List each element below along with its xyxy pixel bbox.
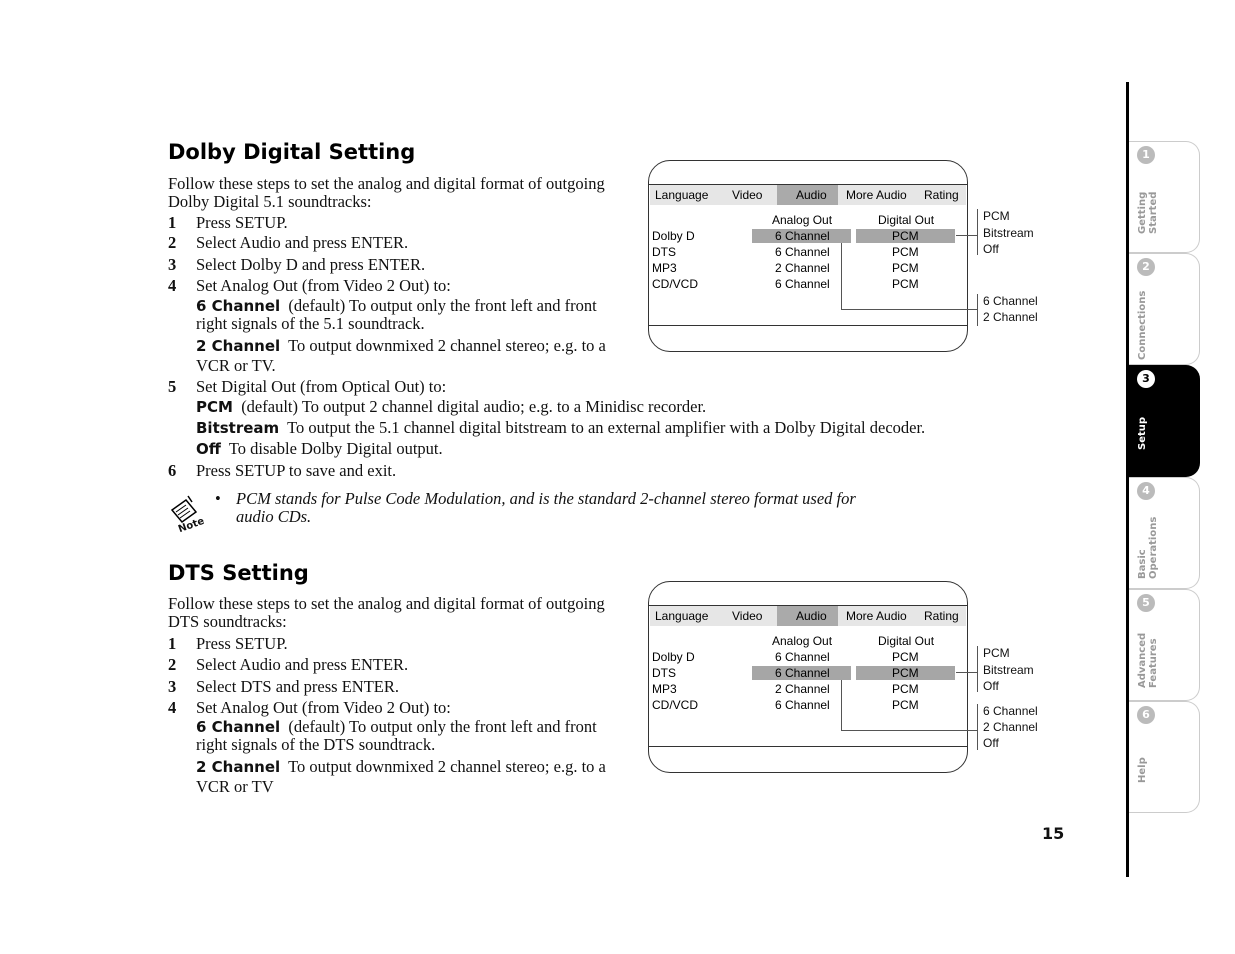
osd-row-analog: 6 Channel bbox=[775, 666, 830, 680]
option-term: Off bbox=[196, 440, 221, 458]
dts-step-text: Set Analog Out (from Video 2 Out) to: bbox=[196, 698, 451, 717]
connector-line bbox=[977, 704, 978, 750]
dolby-step-text: Press SETUP to save and exit. bbox=[196, 461, 397, 480]
col-digital-out: Digital Out bbox=[878, 634, 935, 648]
chapter-3-icon: 3 bbox=[1137, 370, 1155, 388]
dolby-step-number: 2 bbox=[168, 233, 177, 252]
dolby-6ch-option bbox=[196, 297, 636, 333]
dts-step-number: 1 bbox=[168, 634, 177, 653]
dts-heading: DTS Setting bbox=[168, 561, 309, 585]
osd-row-analog: 6 Channel bbox=[775, 698, 830, 712]
sidebar-tab-label bbox=[1137, 346, 1148, 360]
connector-line bbox=[841, 309, 977, 310]
dts-2ch-option bbox=[196, 757, 636, 797]
analog-option: 2 Channel bbox=[983, 310, 1038, 324]
dts-intro bbox=[168, 595, 638, 631]
osd-row-digital: PCM bbox=[892, 261, 919, 275]
option-desc: VCR or TV bbox=[196, 777, 274, 796]
dolby-step-number: 1 bbox=[168, 213, 177, 232]
option-desc: right signals of the DTS soundtrack. bbox=[196, 735, 436, 754]
sidebar-label-line bbox=[1137, 220, 1148, 234]
option-desc: To output downmixed 2 channel stereo; e.g. to a bbox=[288, 336, 606, 355]
dolby-step-text: Select Dolby D and press ENTER. bbox=[196, 255, 426, 274]
dts-6ch-option bbox=[196, 718, 636, 754]
osd-tab[interactable]: More Audio bbox=[846, 609, 907, 623]
option-desc: (default) To output only the front left and front bbox=[288, 717, 597, 736]
sidebar-tab-label: Help bbox=[1137, 757, 1148, 783]
option-term: 2 Channel bbox=[196, 758, 281, 776]
osd-menu-dolby bbox=[648, 160, 968, 352]
digital-option: PCM bbox=[983, 209, 1010, 223]
dts-step-number: 2 bbox=[168, 655, 177, 674]
dolby-step-number: 3 bbox=[168, 255, 177, 274]
osd-tab[interactable]: Video bbox=[732, 188, 763, 202]
sidebar-tab-label bbox=[1137, 220, 1159, 234]
connector-line bbox=[956, 672, 977, 673]
dts-step-text: Select DTS and press ENTER. bbox=[196, 677, 400, 696]
osd-tab[interactable]: Rating bbox=[924, 188, 959, 202]
osd-row-analog: 6 Channel bbox=[775, 229, 830, 243]
option-term: 6 Channel bbox=[196, 718, 281, 736]
dolby-off-option bbox=[196, 440, 443, 458]
sidebar-label-line bbox=[1148, 220, 1159, 234]
dolby-intro-line1: Follow these steps to set the analog and digital format of outgoing bbox=[168, 174, 605, 193]
osd-row-digital: PCM bbox=[892, 682, 919, 696]
osd-row-label[interactable]: Dolby D bbox=[652, 650, 695, 664]
connector-line bbox=[841, 730, 977, 731]
option-desc: To output the 5.1 channel digital bitstream to an external amplifier with a Dolby Digital decoder. bbox=[287, 418, 926, 437]
dts-step-text: Select Audio and press ENTER. bbox=[196, 655, 409, 674]
sidebar-tab-label bbox=[1137, 674, 1159, 688]
osd-row-label[interactable]: DTS bbox=[652, 666, 676, 680]
osd-row-digital: PCM bbox=[892, 650, 919, 664]
osd-row-analog: 2 Channel bbox=[775, 682, 830, 696]
dolby-step-text: Set Digital Out (from Optical Out) to: bbox=[196, 377, 447, 396]
digital-option: PCM bbox=[983, 646, 1010, 660]
dolby-step-number: 4 bbox=[168, 276, 177, 295]
sidebar-tab-label bbox=[1137, 436, 1148, 450]
dts-intro-line1: Follow these steps to set the analog and digital format of outgoing bbox=[168, 594, 605, 613]
dolby-step-text: Set Analog Out (from Video 2 Out) to: bbox=[196, 276, 451, 295]
dolby-step-text: Press SETUP. bbox=[196, 213, 288, 232]
osd-tab[interactable]: Rating bbox=[924, 609, 959, 623]
osd-tab-active[interactable]: Audio bbox=[796, 188, 827, 202]
page-number: 15 bbox=[1042, 824, 1065, 843]
osd-row-analog: 6 Channel bbox=[775, 650, 830, 664]
osd-tab[interactable]: More Audio bbox=[846, 188, 907, 202]
osd-tabbar bbox=[650, 185, 966, 205]
connector-line bbox=[977, 209, 978, 255]
option-desc: (default) To output 2 channel digital audio; e.g. to a Minidisc recorder. bbox=[241, 397, 707, 416]
sidebar-label-line bbox=[1137, 674, 1148, 688]
osd-row-analog: 6 Channel bbox=[775, 245, 830, 259]
dts-step-text: Press SETUP. bbox=[196, 634, 288, 653]
osd-row-digital: PCM bbox=[892, 666, 919, 680]
option-term: PCM bbox=[196, 398, 233, 416]
osd-row-label[interactable]: DTS bbox=[652, 245, 676, 259]
col-analog-out: Analog Out bbox=[772, 213, 833, 227]
dolby-intro bbox=[168, 175, 638, 211]
osd-tab-active[interactable]: Audio bbox=[796, 609, 827, 623]
sidebar-tab-label bbox=[1137, 549, 1159, 579]
osd-row-label[interactable]: MP3 bbox=[652, 682, 677, 696]
dolby-2ch-option bbox=[196, 336, 636, 376]
connector-line bbox=[841, 243, 842, 309]
analog-option: 2 Channel bbox=[983, 720, 1038, 734]
chapter-1-icon: 1 bbox=[1137, 146, 1155, 164]
note-line: PCM stands for Pulse Code Modulation, and is the standard 2-channel stereo format used for bbox=[236, 489, 856, 508]
option-term: Bitstream bbox=[196, 419, 280, 437]
analog-option: 6 Channel bbox=[983, 704, 1038, 718]
osd-row-analog: 2 Channel bbox=[775, 261, 830, 275]
analog-option: Off bbox=[983, 736, 999, 750]
option-desc: VCR or TV. bbox=[196, 356, 276, 375]
dts-step-number: 4 bbox=[168, 698, 177, 717]
osd-row-digital: PCM bbox=[892, 245, 919, 259]
connector-line bbox=[841, 680, 842, 730]
sidebar-label-line bbox=[1148, 565, 1159, 579]
dolby-heading: Dolby Digital Setting bbox=[168, 140, 416, 164]
dolby-step-number: 5 bbox=[168, 377, 177, 396]
osd-tab[interactable]: Language bbox=[655, 188, 709, 202]
dolby-pcm-option bbox=[196, 398, 706, 416]
col-digital-out: Digital Out bbox=[878, 213, 935, 227]
sidebar-label-line: Basic bbox=[1137, 549, 1148, 579]
chapter-4-icon: 4 bbox=[1137, 482, 1155, 500]
osd-row-digital: PCM bbox=[892, 698, 919, 712]
osd-row-label[interactable]: CD/VCD bbox=[652, 698, 699, 712]
osd-row-analog: 6 Channel bbox=[775, 277, 830, 291]
sidebar-label-line bbox=[1148, 674, 1159, 688]
dts-step-number: 3 bbox=[168, 677, 177, 696]
option-desc: To disable Dolby Digital output. bbox=[228, 439, 443, 458]
osd-row-label[interactable]: Dolby D bbox=[652, 229, 695, 243]
digital-option: Bitstream bbox=[983, 226, 1034, 240]
note-bullet: • bbox=[215, 489, 221, 508]
option-desc: (default) To output only the front left and front bbox=[288, 296, 597, 315]
dolby-step-text: Select Audio and press ENTER. bbox=[196, 233, 409, 252]
connector-line bbox=[977, 646, 978, 692]
option-term: 6 Channel bbox=[196, 297, 281, 315]
connector-line bbox=[977, 294, 978, 326]
osd-row-digital: PCM bbox=[892, 277, 919, 291]
note-icon bbox=[166, 492, 210, 538]
option-desc: To output downmixed 2 channel stereo; e.g. to a bbox=[288, 757, 606, 776]
dolby-intro-line2: Dolby Digital 5.1 soundtracks: bbox=[168, 192, 372, 211]
chapter-6-icon: 6 bbox=[1137, 706, 1155, 724]
note-text bbox=[236, 490, 936, 526]
digital-option: Bitstream bbox=[983, 663, 1034, 677]
osd-row-digital: PCM bbox=[892, 229, 919, 243]
digital-option: Off bbox=[983, 679, 999, 693]
chapter-5-icon: 5 bbox=[1137, 594, 1155, 612]
osd-row-label[interactable]: CD/VCD bbox=[652, 277, 699, 291]
chapter-2-icon: 2 bbox=[1137, 258, 1155, 276]
osd-row-label[interactable]: MP3 bbox=[652, 261, 677, 275]
osd-tab[interactable]: Video bbox=[732, 609, 763, 623]
dolby-step-number: 6 bbox=[168, 461, 177, 480]
note-icon-label: Note bbox=[176, 515, 206, 536]
option-desc: right signals of the 5.1 soundtrack. bbox=[196, 314, 425, 333]
note-line: audio CDs. bbox=[236, 507, 312, 526]
dts-intro-line2: DTS soundtracks: bbox=[168, 612, 287, 631]
option-term: 2 Channel bbox=[196, 337, 281, 355]
col-analog-out: Analog Out bbox=[772, 634, 833, 648]
osd-tab[interactable]: Language bbox=[655, 609, 709, 623]
dolby-bitstream-option bbox=[196, 419, 925, 437]
analog-option: 6 Channel bbox=[983, 294, 1038, 308]
osd-tabbar bbox=[650, 606, 966, 626]
connector-line bbox=[956, 235, 977, 236]
osd-menu-dts bbox=[648, 581, 968, 773]
digital-option: Off bbox=[983, 242, 999, 256]
